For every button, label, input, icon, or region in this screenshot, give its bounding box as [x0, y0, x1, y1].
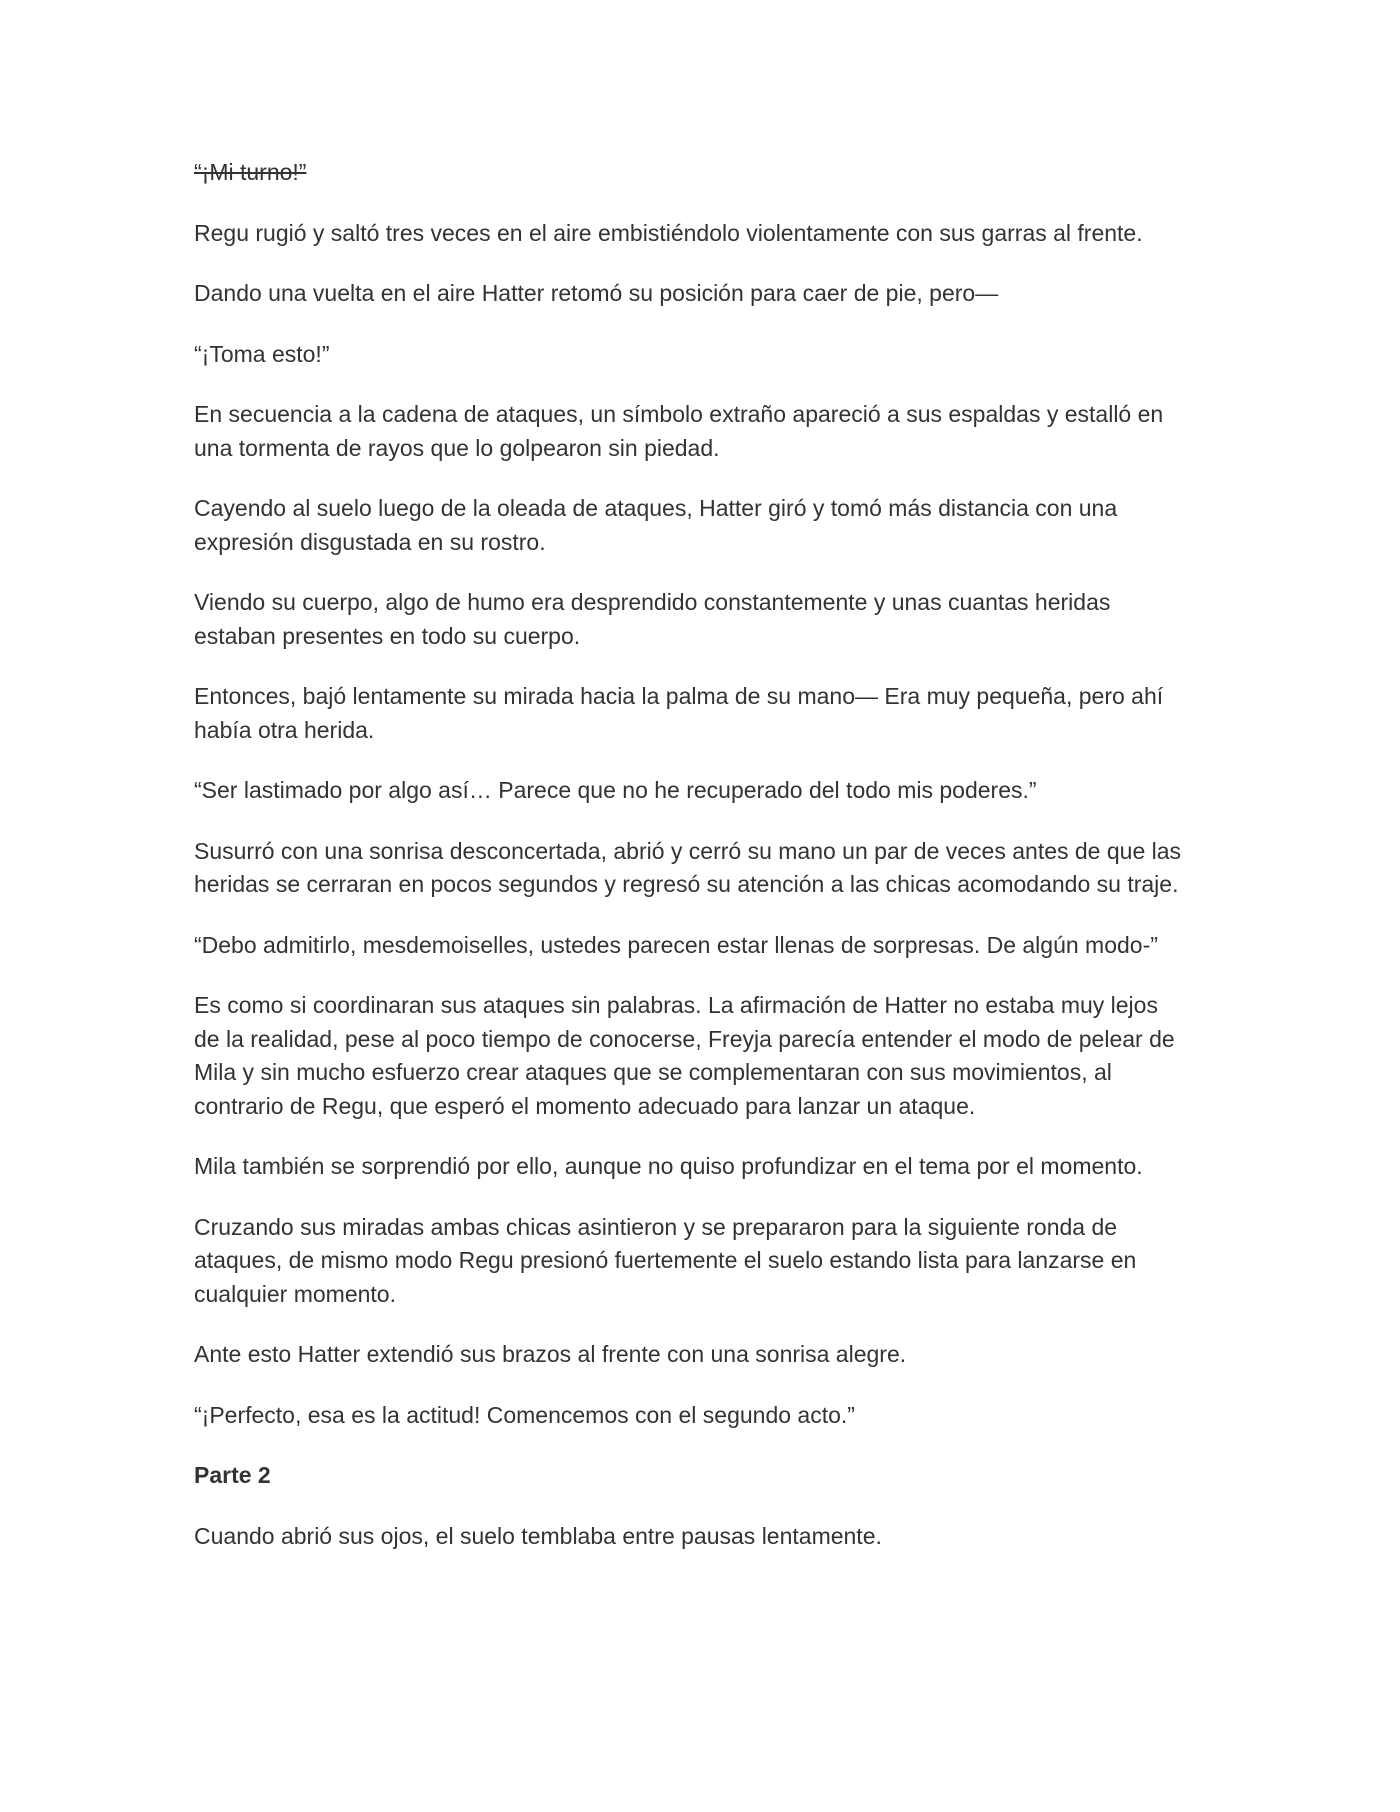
dialogue-line: “¡Perfecto, esa es la actitud! Comencemos con el segundo acto.”	[194, 1401, 855, 1428]
paragraph: Mila también se sorprendió por ello, aunque no quiso profundizar en el tema por el momento.	[194, 1153, 1143, 1179]
paragraph: Susurró con una sonrisa desconcertada, abrió y cerró su mano un par de veces antes de que las heridas se cerraran en pocos segundos y regresó su atención a las chicas acomodando su traje.	[194, 837, 1182, 897]
dialogue-line: “Ser lastimado por algo así… Parece que no he recuperado del todo mis poderes.”	[194, 777, 1037, 803]
section-heading: Parte 2	[194, 1462, 271, 1488]
struck-dialogue-line: “¡Mi turno!”	[194, 159, 307, 185]
paragraph: Regu rugió y saltó tres veces en el aire embistiéndolo violentamente con sus garras al frente.	[194, 219, 1143, 246]
paragraph: Es como si coordinaran sus ataques sin palabras. La afirmación de Hatter no estaba muy lejos de la realidad, pese al poco tiempo de conocerse, Freyja parecía entender el modo de pelear de Mila y sin mucho esfuerzo crear ataques que se complementaran con sus movimientos, al contrario de Regu, que esperó el momento adecuado para lanzar un ataque.	[194, 992, 1175, 1119]
paragraph: Cuando abrió sus ojos, el suelo temblaba entre pausas lentamente.	[194, 1522, 882, 1549]
dialogue-line: “Debo admitirlo, mesdemoiselles, ustedes parecen estar llenas de sorpresas. De algún modo-”	[194, 931, 1158, 958]
paragraph: Viendo su cuerpo, algo de humo era desprendido constantemente y unas cuantas heridas estaban presentes en todo su cuerpo.	[194, 589, 1111, 649]
document-page	[194, 156, 1200, 1580]
paragraph: Dando una vuelta en el aire Hatter retomó su posición para caer de pie, pero—	[194, 280, 999, 306]
paragraph: Entonces, bajó lentamente su mirada hacia la palma de su mano— Era muy pequeña, pero ahí había otra herida.	[194, 683, 1164, 743]
dialogue-line: “¡Toma esto!”	[194, 340, 330, 367]
paragraph: En secuencia a la cadena de ataques, un símbolo extraño apareció a sus espaldas y estalló en una tormenta de rayos que lo golpearon sin piedad.	[194, 401, 1164, 461]
paragraph: Cayendo al suelo luego de la oleada de ataques, Hatter giró y tomó más distancia con una expresión disgustada en su rostro.	[194, 495, 1118, 555]
paragraph: Cruzando sus miradas ambas chicas asintieron y se prepararon para la siguiente ronda de ataques, de mismo modo Regu presionó fuertemente el suelo estando lista para lanzarse en cualquier momento.	[194, 1213, 1137, 1307]
paragraph: Ante esto Hatter extendió sus brazos al frente con una sonrisa alegre.	[194, 1341, 907, 1367]
